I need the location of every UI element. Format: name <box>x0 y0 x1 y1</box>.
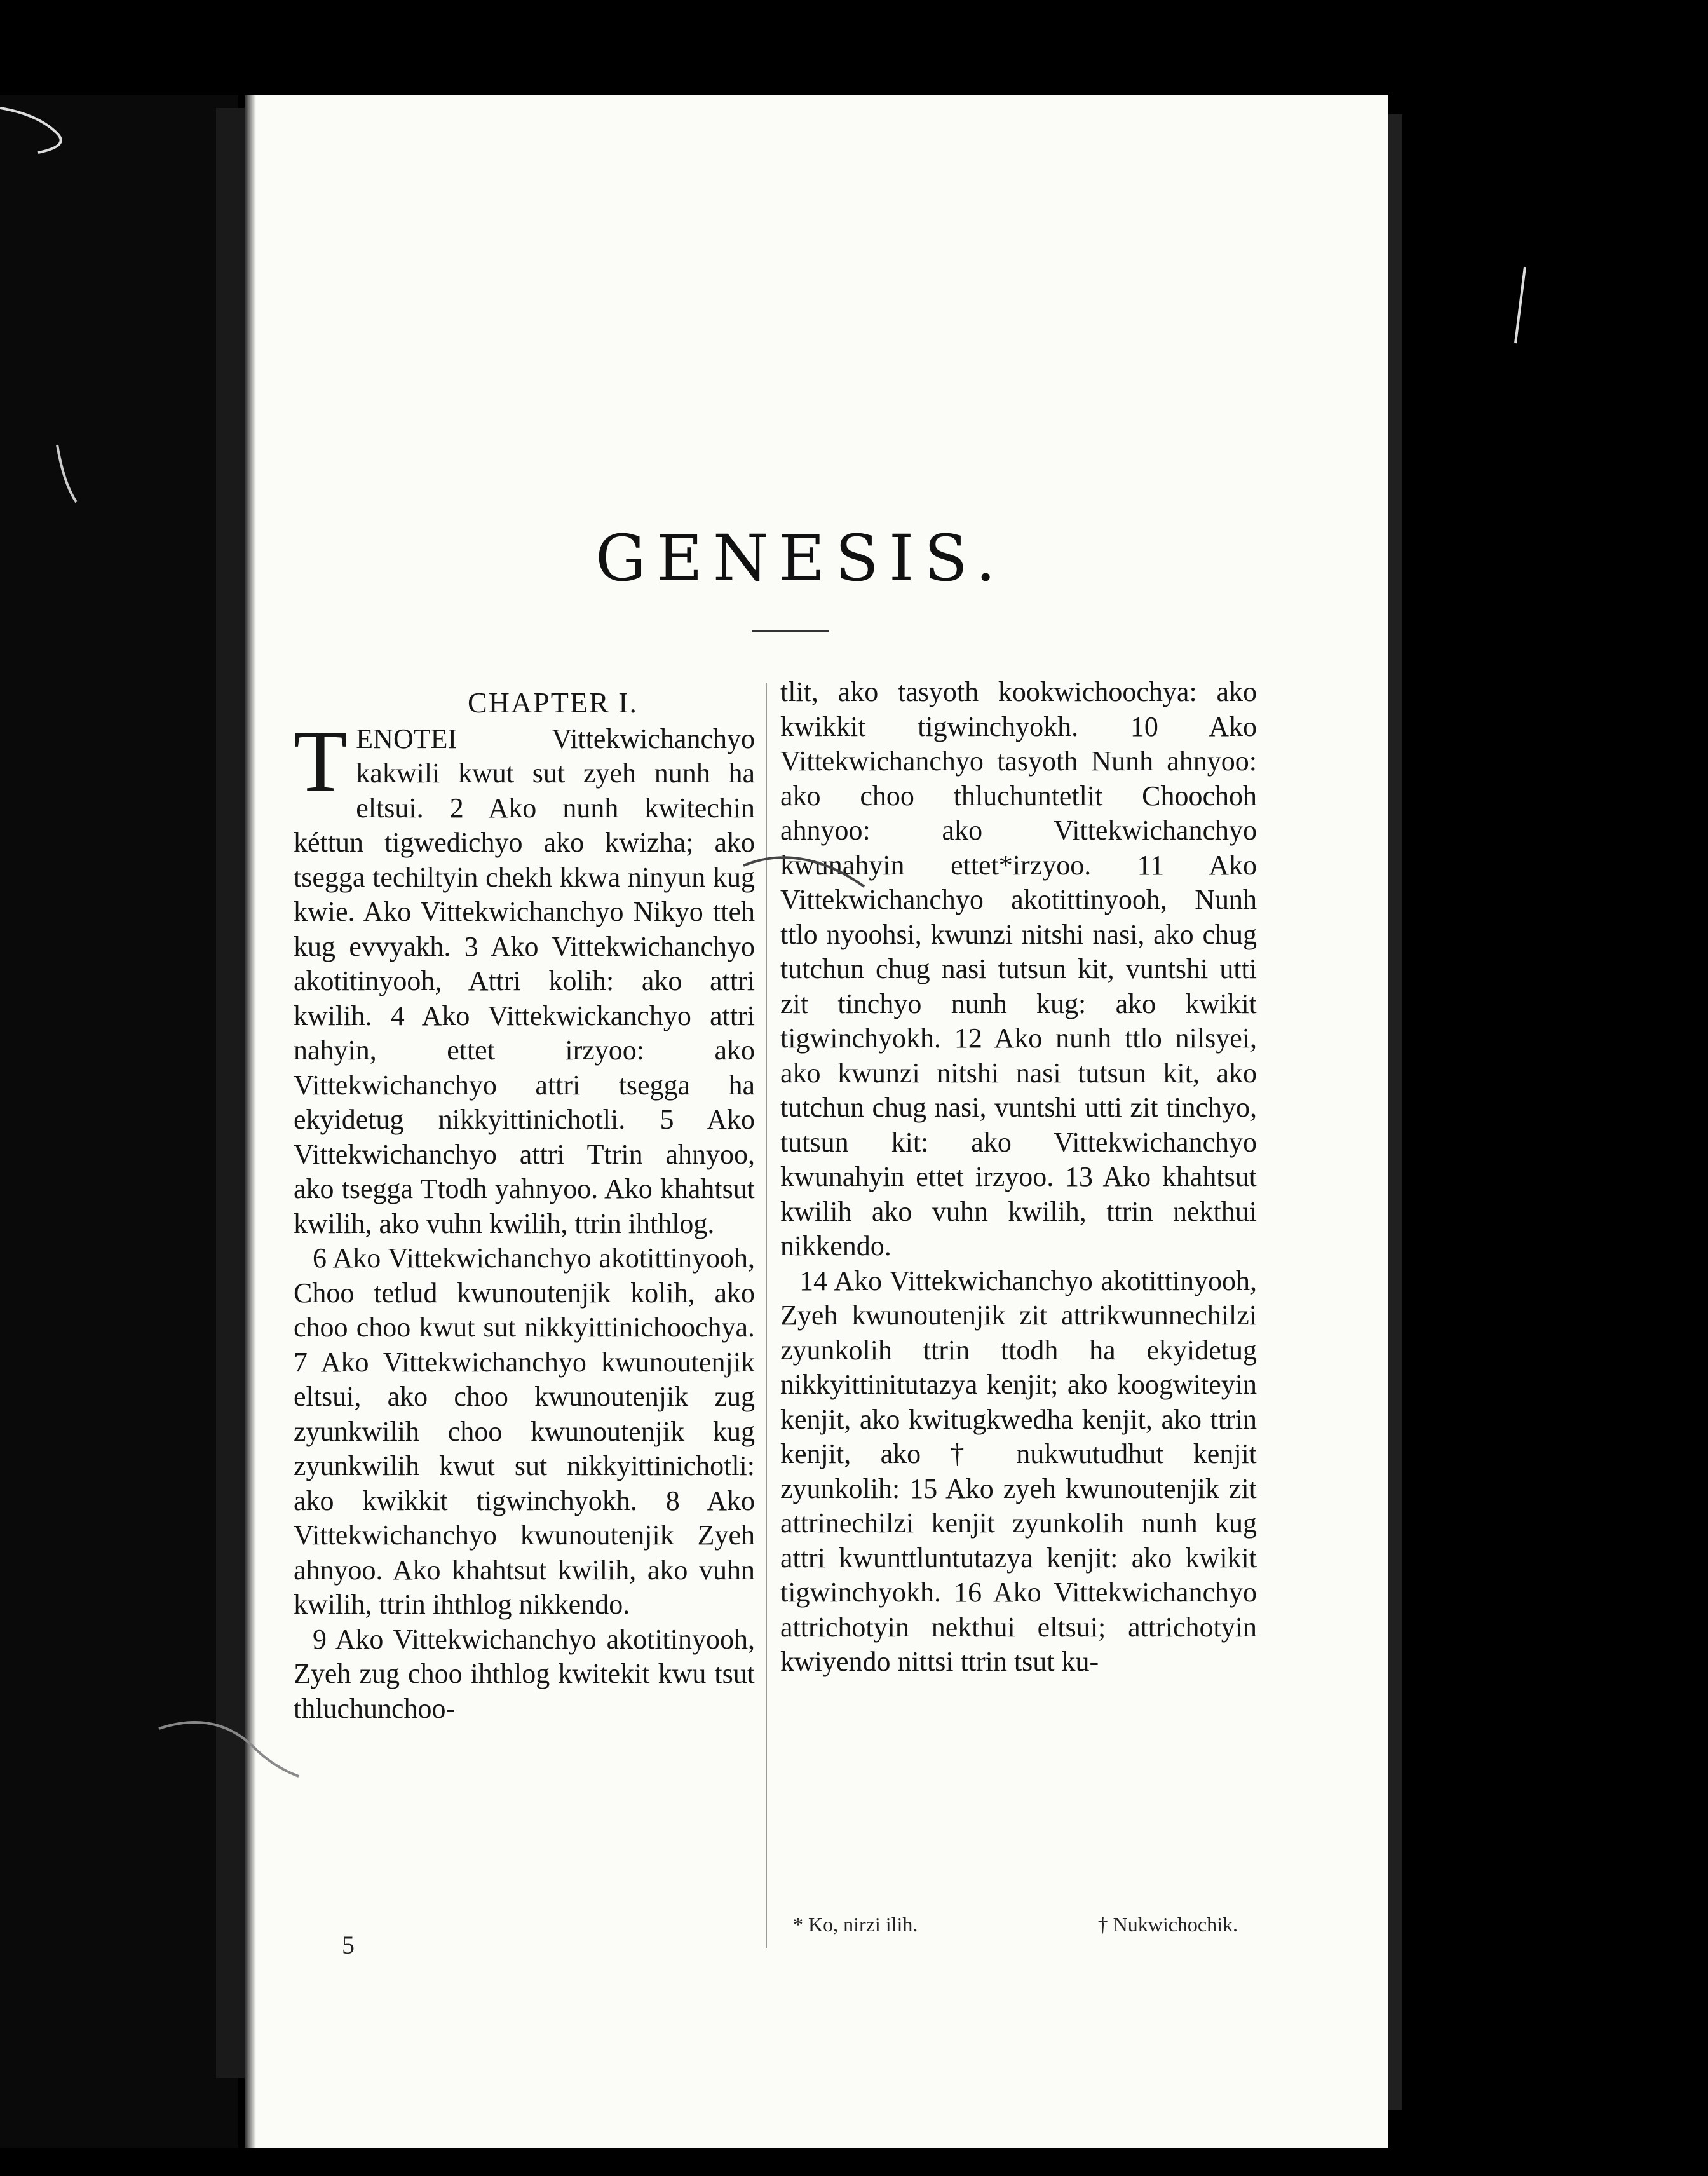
scribble-top-left <box>0 108 61 153</box>
page-number: 5 <box>342 1931 355 1959</box>
mark-right <box>1515 267 1525 343</box>
book-title: GENESIS. <box>595 521 1006 595</box>
scribble-line-over-text <box>743 857 864 887</box>
verse-paragraph: ENOTEI Vittekwichanchyo kakwili kwut sut zyeh nunh ha eltsui. 2 Ako nunh kwitechin kéttun tigwedichyo ako kwizha; ako tsegga techiltyin chekh kkwa ninyun kug kwie. Ako Vittekwichanchyo Nikyo tteh kug evvyakh. 3 Ako Vittekwichanchyo akotitinyooh, Attri kolih: ako attri kwilih. 4 Ako Vittekwickanchyo attri nahyin, ettet irzyoo: ako Vittekwichanchyo attri tsegga ha ekyidetug nikkyittinichotli. 5 Ako Vittekwichanchyo attri Ttrin ahnyoo, ako tsegga Ttodh yahnyoo. Ako khahtsut kwilih, ako vuhn kwilih, ttrin ihthlog. <box>294 723 755 1239</box>
scribble-left <box>57 445 76 502</box>
verse-paragraph: 9 Ako Vittekwichanchyo akotitinyooh, Zyeh zug choo ihthlog kwitekit kwu tsut thluchunchoo- <box>294 1623 755 1724</box>
drop-cap: T <box>294 712 348 810</box>
chapter-heading: CHAPTER I. <box>468 686 638 719</box>
footnote: † Nukwichochik. <box>1097 1913 1238 1936</box>
scribble-mid <box>159 1722 299 1776</box>
footnote: * Ko, nirzi ilih. <box>793 1913 918 1936</box>
verse-paragraph: 6 Ako Vittekwichanchyo akotittinyooh, Choo tetlud kwunoutenjik kolih, ako choo choo kwut sut nikkyittinichoochya. 7 Ako Vittekwichanchyo kwunoutenjik eltsui, ako choo kwunoutenjik zug zyunkwilih choo kwunoutenjik kug zyunkwilih kwut sut nikkyittinichotli: ako kwikkit tigwinchyokh. 8 Ako Vittekwichanchyo kwunoutenjik Zyeh ahnyoo. Ako khahtsut kwilih, ako vuhn kwilih, ttrin ihthlog nikkendo. <box>294 1242 755 1620</box>
verse-paragraph: tlit, ako tasyoth kookwichoochya: ako kwikkit tigwinchyokh. 10 Ako Vittekwichanchyo tasyoth Nunh ahnyoo: ako choo thluchuntetlit Choochoh ahnyoo: ako Vittekwichanchyo kwunahyin ettet*irzyoo. 11 Ako Vittekwichanchyo akotittinyooh, Nunh ttlo nyoohsi, kwunzi nitshi nasi, ako chug tutchun chug nasi tutsun kit, vuntshi utti zit tinchyo nunh kug: ako kwikit tigwinchyokh. 12 Ako nunh ttlo nilsyei, ako kwunzi nitshi nasi tutsun kit, ako tutchun chug nasi, vuntshi utti zit tinchyo, tutsun kit: ako Vittekwichanchyo kwunahyin ettet irzyoo. 13 Ako khahtsut kwilih ako vuhn kwilih, ttrin nekthui nikkendo. <box>780 676 1257 1261</box>
verse-paragraph: 14 Ako Vittekwichanchyo akotittinyooh, Zyeh kwunoutenjik zit attrikwunnechilzi zyunkolih ttrin ttodh ha ekyidetug nikkyittinitutazya kenjit; ako koogwiteyin kenjit, ako kwitugkwedha kenjit, ako ttrin kenjit, ako † nukwutudhut kenjit zyunkolih: 15 Ako zyeh kwunoutenjik zit attrinechilzi kenjit zyunkolih nunh kug attri kwunttluntutazya kenjit: ako kwikit tigwinchyokh. 16 Ako Vittekwichanchyo attrichotyin nekthui eltsui; attrichotyin kwiyendo nittsi ttrin tsut ku- <box>780 1265 1257 1677</box>
